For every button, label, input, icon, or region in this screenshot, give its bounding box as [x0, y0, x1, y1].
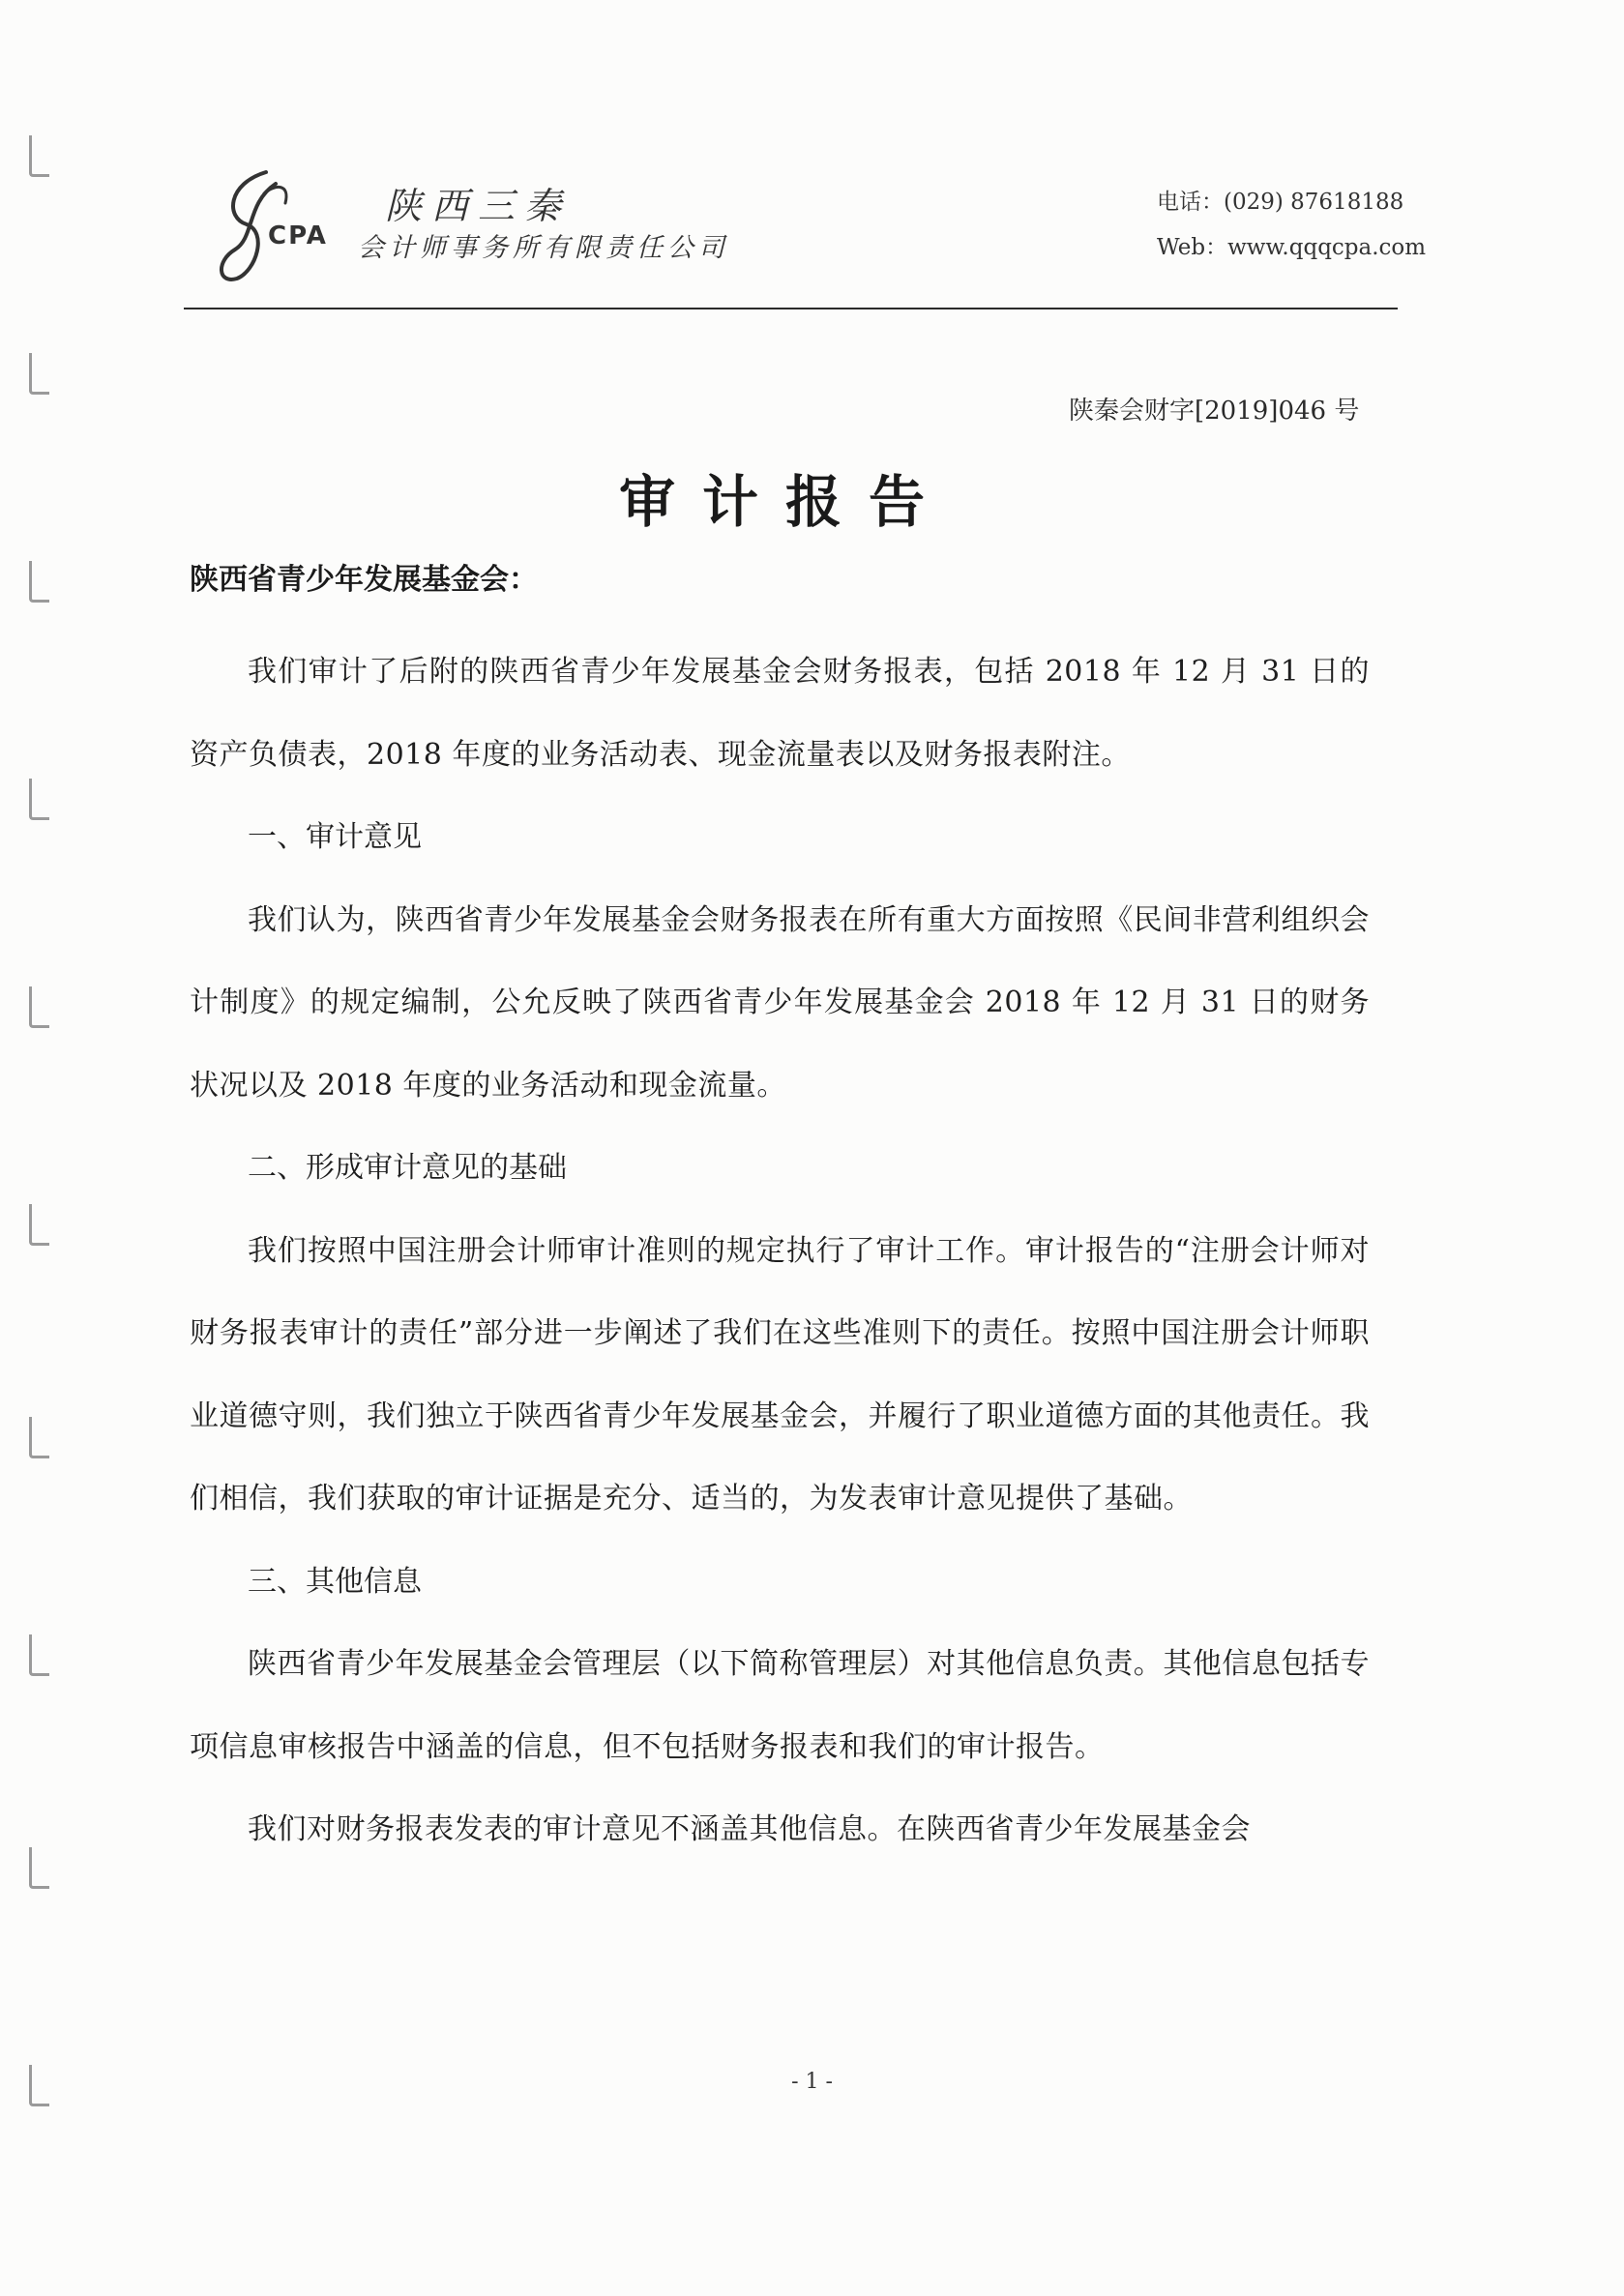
firm-logo	[208, 164, 343, 290]
firm-name: 陕西三秦	[385, 185, 572, 227]
contact-phone: 电话：(029) 87618188	[1157, 190, 1404, 215]
section-heading-other-info: 三、其他信息	[248, 1564, 422, 1599]
binding-hole-mark	[29, 1634, 49, 1676]
other-info-paragraph-continued: 我们对财务报表发表的审计意见不涵盖其他信息。在陕西省青少年发展基金会	[248, 1812, 1251, 1846]
section-heading-opinion: 一、审计意见	[248, 820, 422, 854]
contact-web: Web：www.qqqcpa.com	[1157, 235, 1427, 260]
page-number: - 1 -	[791, 2070, 833, 2094]
binding-hole-mark	[29, 353, 49, 395]
report-body	[190, 631, 1370, 1871]
binding-hole-mark	[29, 1417, 49, 1458]
firm-subtitle: 会计师事务所有限责任公司	[358, 233, 729, 263]
binding-hole-mark	[29, 986, 49, 1028]
binding-hole-mark	[29, 1847, 49, 1889]
binding-hole-mark	[29, 779, 49, 820]
section-heading-basis: 二、形成审计意见的基础	[248, 1151, 567, 1185]
document-title: 审计报告	[619, 469, 953, 535]
basis-paragraph: 我们按照中国注册会计师审计准则的规定执行了审计工作。审计报告的“注册会计师对财务报表审计的责任”部分进一步阐述了我们在这些准则下的责任。按照中国注册会计师职业道德守则，我们独立于陕西省青少年发展基金会，并履行了职业道德方面的其他责任。我们相信，我们获取的审计证据是充分、适当的，为发表审计意见提供了基础。	[190, 1233, 1370, 1516]
header-divider	[184, 308, 1398, 309]
intro-paragraph: 我们审计了后附的陕西省青少年发展基金会财务报表，包括 2018 年 12 月 31 日的资产负债表，2018 年度的业务活动表、现金流量表以及财务报表附注。	[190, 655, 1370, 772]
addressee: 陕西省青少年发展基金会：	[190, 563, 538, 597]
document-number: 陕秦会财字[2019]046 号	[1069, 397, 1360, 426]
opinion-paragraph: 我们认为，陕西省青少年发展基金会财务报表在所有重大方面按照《民间非营利组织会计制度》的规定编制，公允反映了陕西省青少年发展基金会 2018 年 12 月 31 日的财务状况以及 2018 年度的业务活动和现金流量。	[190, 902, 1370, 1103]
binding-hole-mark	[29, 561, 49, 603]
binding-hole-mark	[29, 135, 49, 177]
other-info-paragraph: 陕西省青少年发展基金会管理层（以下简称管理层）对其他信息负责。其他信息包括专项信息审核报告中涵盖的信息，但不包括财务报表和我们的审计报告。	[190, 1647, 1370, 1764]
svg-text:CPA: CPA	[268, 221, 328, 250]
binding-hole-mark	[29, 1204, 49, 1246]
